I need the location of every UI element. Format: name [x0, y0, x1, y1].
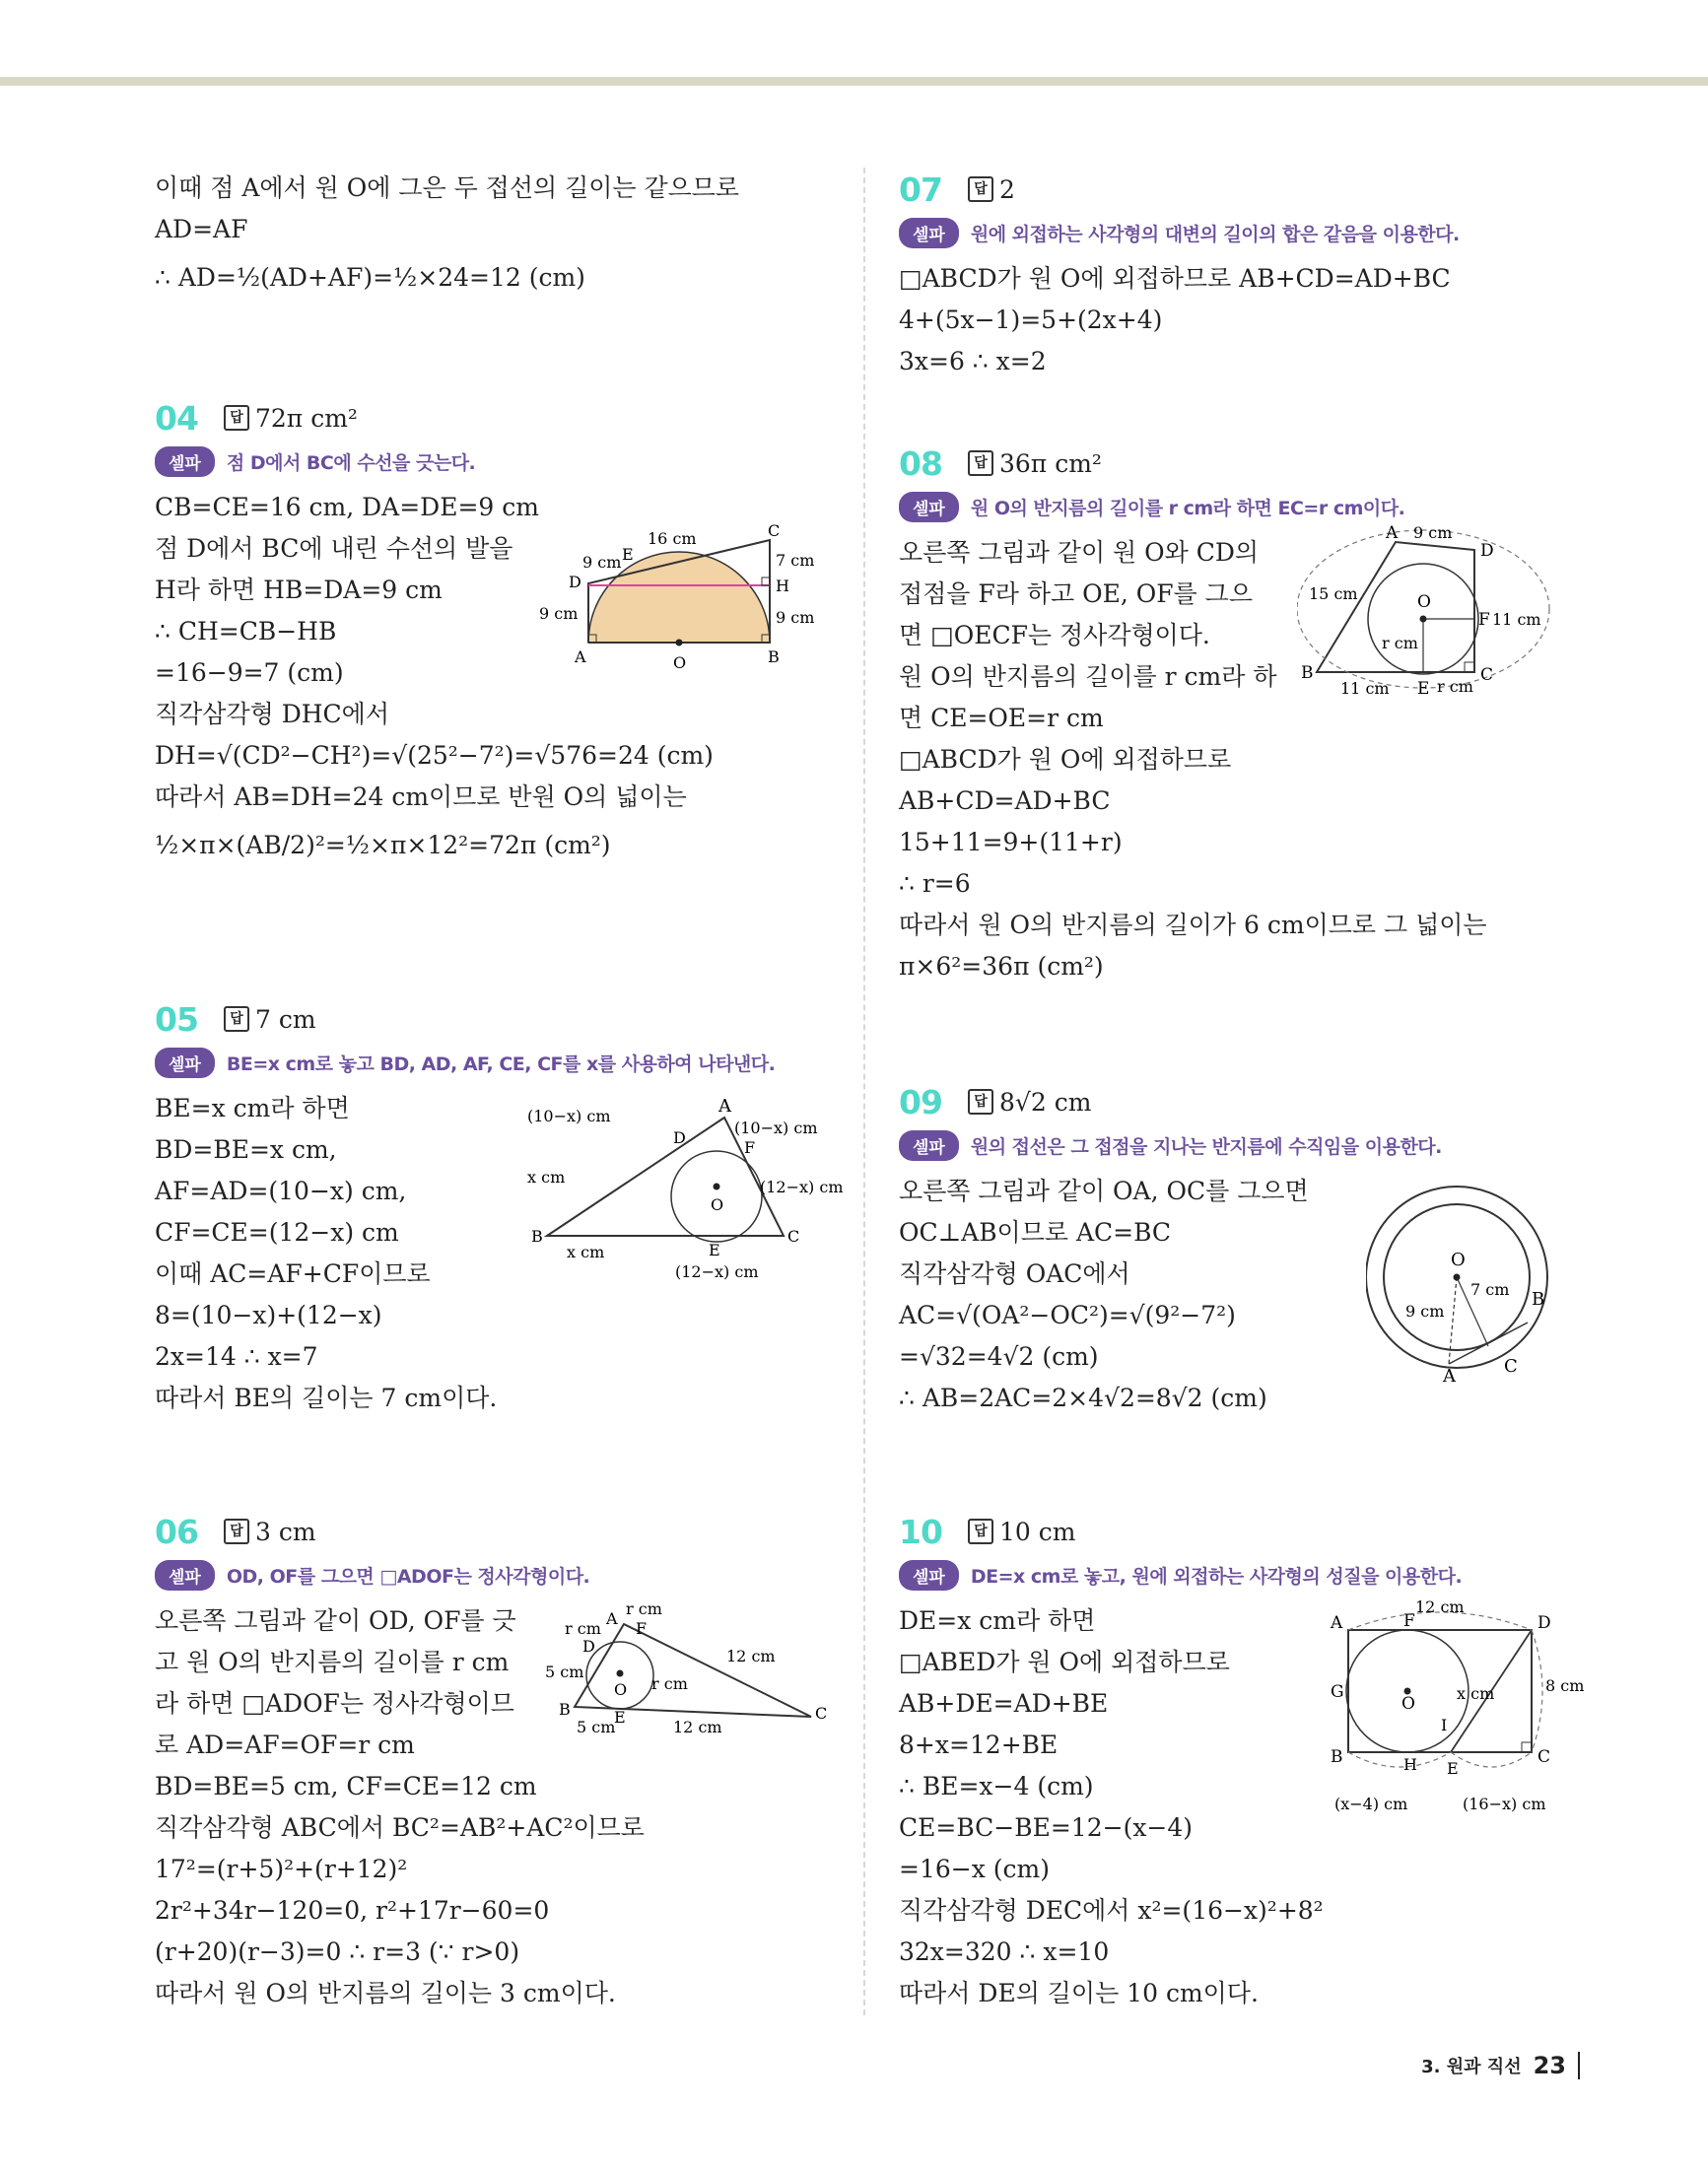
text-line: ∴ CH=CB−HB: [155, 617, 337, 645]
fig-label: O: [1417, 592, 1431, 612]
fig-label: C: [1504, 1356, 1518, 1377]
fig-label: B: [1532, 1289, 1545, 1310]
fig-label: x cm: [527, 1168, 566, 1187]
fig-label: O: [1401, 1694, 1415, 1714]
problem-number: 10: [899, 1512, 942, 1551]
fig-label: A: [1443, 1366, 1456, 1386]
answer: 3 cm: [255, 1517, 316, 1546]
hint-text: 원 O의 반지름의 길이를 r cm라 하면 EC=r cm이다.: [970, 497, 1405, 519]
text-line: 점 D에서 BC에 내린 수선의 발을: [155, 534, 513, 563]
text-line: ∴ AB=2AC=2×4√2=8√2 (cm): [899, 1384, 1267, 1412]
answer-icon: 답: [968, 1519, 993, 1544]
fig-label: 12 cm: [726, 1647, 776, 1665]
text-line: AC=√(OA²−OC²)=√(9²−7²): [899, 1301, 1236, 1329]
fig-label: E: [709, 1241, 720, 1259]
fig-label: O: [673, 653, 687, 672]
text-line: 라 하면 □ADOF는 정사각형이므: [155, 1689, 514, 1718]
hint-text: 점 D에서 BC에 수선을 긋는다.: [226, 451, 476, 474]
fig-label: (10−x) cm: [734, 1119, 818, 1137]
fig-label: (16−x) cm: [1463, 1795, 1546, 1813]
hint-badge: 셀파: [155, 1560, 215, 1591]
problem-10: [899, 1510, 1589, 2022]
intro-text: [155, 168, 845, 306]
fig-label: F: [1403, 1611, 1415, 1631]
text-line: 이때 AC=AF+CF이므로: [155, 1259, 431, 1288]
fig-label: O: [1451, 1250, 1466, 1270]
figure-05: [527, 1088, 853, 1285]
fig-label: A: [1386, 524, 1399, 543]
text-line: 접점을 F라 하고 OE, OF를 그으: [899, 579, 1253, 608]
fig-label: 7 cm: [1470, 1280, 1510, 1299]
fig-label: C: [815, 1704, 828, 1723]
text-line: 32x=320 ∴ x=10: [899, 1937, 1110, 1966]
text-line: ∴ r=6: [899, 869, 971, 898]
problem-04: [155, 396, 845, 997]
text-line: ½×π×(AB/2)²=½×π×12²=72π (cm²): [155, 831, 611, 859]
hint-badge: 셀파: [155, 1048, 215, 1078]
fig-label: B: [768, 647, 780, 666]
text-line: 4+(5x−1)=5+(2x+4): [899, 306, 1163, 334]
hint-text: 원의 접선은 그 접점을 지나는 반지름에 수직임을 이용한다.: [970, 1135, 1442, 1158]
fig-label: (10−x) cm: [527, 1107, 611, 1125]
figure-10: [1313, 1600, 1599, 1827]
fig-label: A: [718, 1096, 731, 1117]
fig-label: H: [1403, 1755, 1417, 1774]
answer: 8√2 cm: [999, 1087, 1092, 1117]
hint-badge: 셀파: [155, 446, 215, 477]
page-number: 23: [1534, 2052, 1580, 2079]
section-title: 3. 원과 직선: [1421, 2057, 1522, 2077]
text-line: 이때 점 A에서 원 O에 그은 두 접선의 길이는 같으므로: [155, 173, 740, 202]
fig-label: A: [1331, 1613, 1343, 1633]
fig-label: O: [614, 1680, 628, 1699]
text-line: 2r²+34r−120=0, r²+17r−60=0: [155, 1896, 550, 1925]
text-line: 직각삼각형 OAC에서: [899, 1259, 1130, 1288]
answer: 36π cm²: [999, 448, 1102, 478]
fig-label: 9 cm: [1413, 524, 1453, 542]
fig-label: F: [1478, 610, 1490, 630]
page-footer: [1421, 2052, 1580, 2079]
fig-label: D: [569, 573, 581, 591]
answer: 7 cm: [255, 1004, 316, 1034]
fig-label: D: [1537, 1613, 1551, 1633]
top-bar: [0, 77, 1708, 86]
text-line: BE=x cm라 하면: [155, 1094, 350, 1122]
fig-label: B: [1301, 663, 1314, 683]
text-line: CE=BC−BE=12−(x−4): [899, 1813, 1194, 1842]
answer-icon: 답: [224, 1519, 249, 1544]
fig-label: 9 cm: [539, 604, 579, 623]
problem-number: 05: [155, 999, 198, 1039]
figure-08: [1297, 524, 1593, 707]
fig-label: E: [1417, 679, 1430, 699]
fig-label: x cm: [567, 1243, 605, 1261]
text-line: AB+CD=AD+BC: [899, 786, 1111, 815]
fig-label: 7 cm: [776, 551, 815, 570]
problem-number: 07: [899, 170, 942, 209]
fig-label: 12 cm: [673, 1718, 722, 1736]
text-line: (r+20)(r−3)=0 ∴ r=3 (∵ r>0): [155, 1937, 520, 1966]
text-line: CB=CE=16 cm, DA=DE=9 cm: [155, 493, 539, 521]
fig-label: 8 cm: [1545, 1676, 1585, 1695]
fig-label: 9 cm: [1405, 1302, 1445, 1321]
text-line: =16−x (cm): [899, 1855, 1050, 1883]
fig-label: E: [1447, 1759, 1459, 1778]
text-line: □ABCD가 원 O에 외접하므로 AB+CD=AD+BC: [899, 264, 1451, 293]
problem-07: [899, 168, 1589, 441]
text-line: 따라서 원 O의 반지름의 길이가 6 cm이므로 그 넓이는: [899, 911, 1487, 939]
text-line: =16−9=7 (cm): [155, 658, 344, 687]
answer: 72π cm²: [255, 403, 358, 433]
text-line: 고 원 O의 반지름의 길이를 r cm: [155, 1648, 510, 1676]
text-line: DH=√(CD²−CH²)=√(25²−7²)=√576=24 (cm): [155, 741, 714, 770]
text-line: 직각삼각형 ABC에서 BC²=AB²+AC²이므로: [155, 1813, 645, 1842]
fig-label: r cm: [1382, 634, 1418, 652]
hint-badge: 셀파: [899, 218, 959, 248]
text-line: AF=AD=(10−x) cm,: [155, 1177, 407, 1205]
fig-label: 9 cm: [582, 553, 622, 572]
hint-text: BE=x cm로 놓고 BD, AD, AF, CE, CF를 x를 사용하여 나타낸다.: [226, 1053, 776, 1075]
fig-label: 16 cm: [648, 529, 697, 548]
fig-label: D: [1480, 541, 1494, 561]
hint-text: DE=x cm로 놓고, 원에 외접하는 사각형의 성질을 이용한다.: [970, 1565, 1463, 1588]
fig-label: H: [776, 577, 789, 595]
fig-label: (x−4) cm: [1334, 1795, 1408, 1813]
fig-label: 5 cm: [577, 1718, 616, 1736]
text-line: 따라서 AB=DH=24 cm이므로 반원 O의 넓이는: [155, 782, 687, 811]
text-line: 직각삼각형 DHC에서: [155, 700, 389, 728]
problem-08: [899, 441, 1589, 1080]
hint-text: OD, OF를 그으면 □ADOF는 정사각형이다.: [226, 1565, 590, 1588]
hint-text: 원에 외접하는 사각형의 대변의 길이의 합은 같음을 이용한다.: [970, 223, 1460, 245]
fig-label: 5 cm: [545, 1663, 584, 1681]
right-column: [899, 168, 1589, 2022]
fig-label: x cm: [1457, 1684, 1495, 1703]
text-line: CF=CE=(12−x) cm: [155, 1218, 399, 1247]
column-divider: [863, 168, 865, 2015]
problem-09: [899, 1080, 1589, 1510]
text-line: AB+DE=AD+BE: [899, 1689, 1109, 1718]
fig-label: (12−x) cm: [675, 1262, 759, 1281]
hint-badge: 셀파: [899, 1130, 959, 1161]
text-line: 면 □OECF는 정사각형이다.: [899, 621, 1210, 649]
answer-icon: 답: [224, 405, 249, 431]
fig-label: r cm: [626, 1599, 662, 1618]
text-line: π×6²=36π (cm²): [899, 952, 1104, 981]
figure-09: [1366, 1179, 1603, 1386]
answer-icon: 답: [224, 1006, 249, 1032]
answer: 2: [999, 174, 1015, 204]
text-line: □ABED가 원 O에 외접하므로: [899, 1648, 1230, 1676]
fig-label: C: [1537, 1747, 1551, 1767]
text-line: 8+x=12+BE: [899, 1731, 1059, 1759]
fig-label: 15 cm: [1309, 584, 1358, 603]
figure-04: [539, 524, 854, 682]
text-line: =√32=4√2 (cm): [899, 1342, 1099, 1371]
text-line: 17²=(r+5)²+(r+12)²: [155, 1855, 408, 1883]
fig-label: O: [711, 1195, 724, 1214]
text-line: 로 AD=AF=OF=r cm: [155, 1731, 415, 1759]
text-line: 면 CE=OE=r cm: [899, 704, 1104, 732]
fig-label: E: [614, 1708, 626, 1727]
problem-06: [155, 1510, 845, 2062]
text-line: BD=BE=5 cm, CF=CE=12 cm: [155, 1772, 537, 1800]
problem-05: [155, 997, 845, 1510]
fig-label: E: [622, 545, 634, 564]
solution: [899, 258, 1589, 382]
text-line: H라 하면 HB=DA=9 cm: [155, 576, 443, 604]
fig-label: 12 cm: [1415, 1600, 1465, 1616]
problem-number: 08: [899, 443, 942, 483]
fig-label: D: [673, 1128, 686, 1147]
fig-label: 11 cm: [1492, 610, 1541, 629]
fig-label: I: [1441, 1716, 1448, 1734]
text-line: 따라서 BE의 길이는 7 cm이다.: [155, 1384, 498, 1412]
left-column: [155, 168, 845, 2062]
text-line: OC⊥AB이므로 AC=BC: [899, 1218, 1172, 1247]
answer-icon: 답: [968, 450, 993, 476]
fig-label: 9 cm: [776, 608, 815, 627]
fig-label: F: [744, 1138, 756, 1157]
text-line: 오른쪽 그림과 같이 원 O와 CD의: [899, 538, 1260, 567]
fig-label: C: [1480, 665, 1494, 685]
text-line: □ABCD가 원 O에 외접하므로: [899, 745, 1232, 774]
fig-label: B: [559, 1700, 571, 1719]
problem-number: 06: [155, 1512, 198, 1551]
answer-icon: 답: [968, 176, 993, 202]
fig-label: r cm: [651, 1674, 688, 1693]
answer: 10 cm: [999, 1517, 1076, 1546]
text-line: DE=x cm라 하면: [899, 1606, 1096, 1635]
fig-label: A: [575, 647, 586, 666]
fig-label: B: [531, 1227, 543, 1246]
figure-06: [545, 1598, 851, 1746]
text-line: BD=BE=x cm,: [155, 1135, 337, 1164]
fig-label: G: [1331, 1682, 1344, 1702]
text-line: ∴ BE=x−4 (cm): [899, 1772, 1094, 1800]
text-line: 원 O의 반지름의 길이를 r cm라 하: [899, 662, 1277, 691]
text-line: 8=(10−x)+(12−x): [155, 1301, 382, 1329]
fig-label: r cm: [565, 1619, 601, 1638]
fig-label: C: [787, 1227, 800, 1246]
fig-label: r cm: [1437, 677, 1473, 696]
answer-icon: 답: [968, 1089, 993, 1115]
text-line: 3x=6 ∴ x=2: [899, 347, 1047, 375]
text-line: AD=AF: [155, 215, 248, 243]
text-line: 따라서 DE의 길이는 10 cm이다.: [899, 1979, 1259, 2007]
text-line: 오른쪽 그림과 같이 OD, OF를 긋: [155, 1606, 516, 1635]
fig-label: 11 cm: [1340, 679, 1390, 698]
fig-label: D: [582, 1637, 595, 1656]
text-line: 15+11=9+(11+r): [899, 828, 1123, 856]
fig-label: B: [1331, 1747, 1343, 1767]
text-line: 직각삼각형 DEC에서 x²=(16−x)²+8²: [899, 1896, 1324, 1925]
problem-number: 04: [155, 398, 198, 438]
text-line: 따라서 원 O의 반지름의 길이는 3 cm이다.: [155, 1979, 616, 2007]
fig-label: A: [606, 1609, 618, 1628]
fig-label: (12−x) cm: [760, 1178, 844, 1196]
hint-badge: 셀파: [899, 492, 959, 522]
text-line: 오른쪽 그림과 같이 OA, OC를 그으면: [899, 1177, 1309, 1205]
problem-number: 09: [899, 1082, 942, 1121]
fig-label: C: [768, 524, 781, 540]
text-line: ∴ AD=½(AD+AF)=½×24=12 (cm): [155, 263, 585, 292]
fig-label: F: [636, 1619, 648, 1638]
text-line: 2x=14 ∴ x=7: [155, 1342, 318, 1371]
hint-badge: 셀파: [899, 1560, 959, 1591]
